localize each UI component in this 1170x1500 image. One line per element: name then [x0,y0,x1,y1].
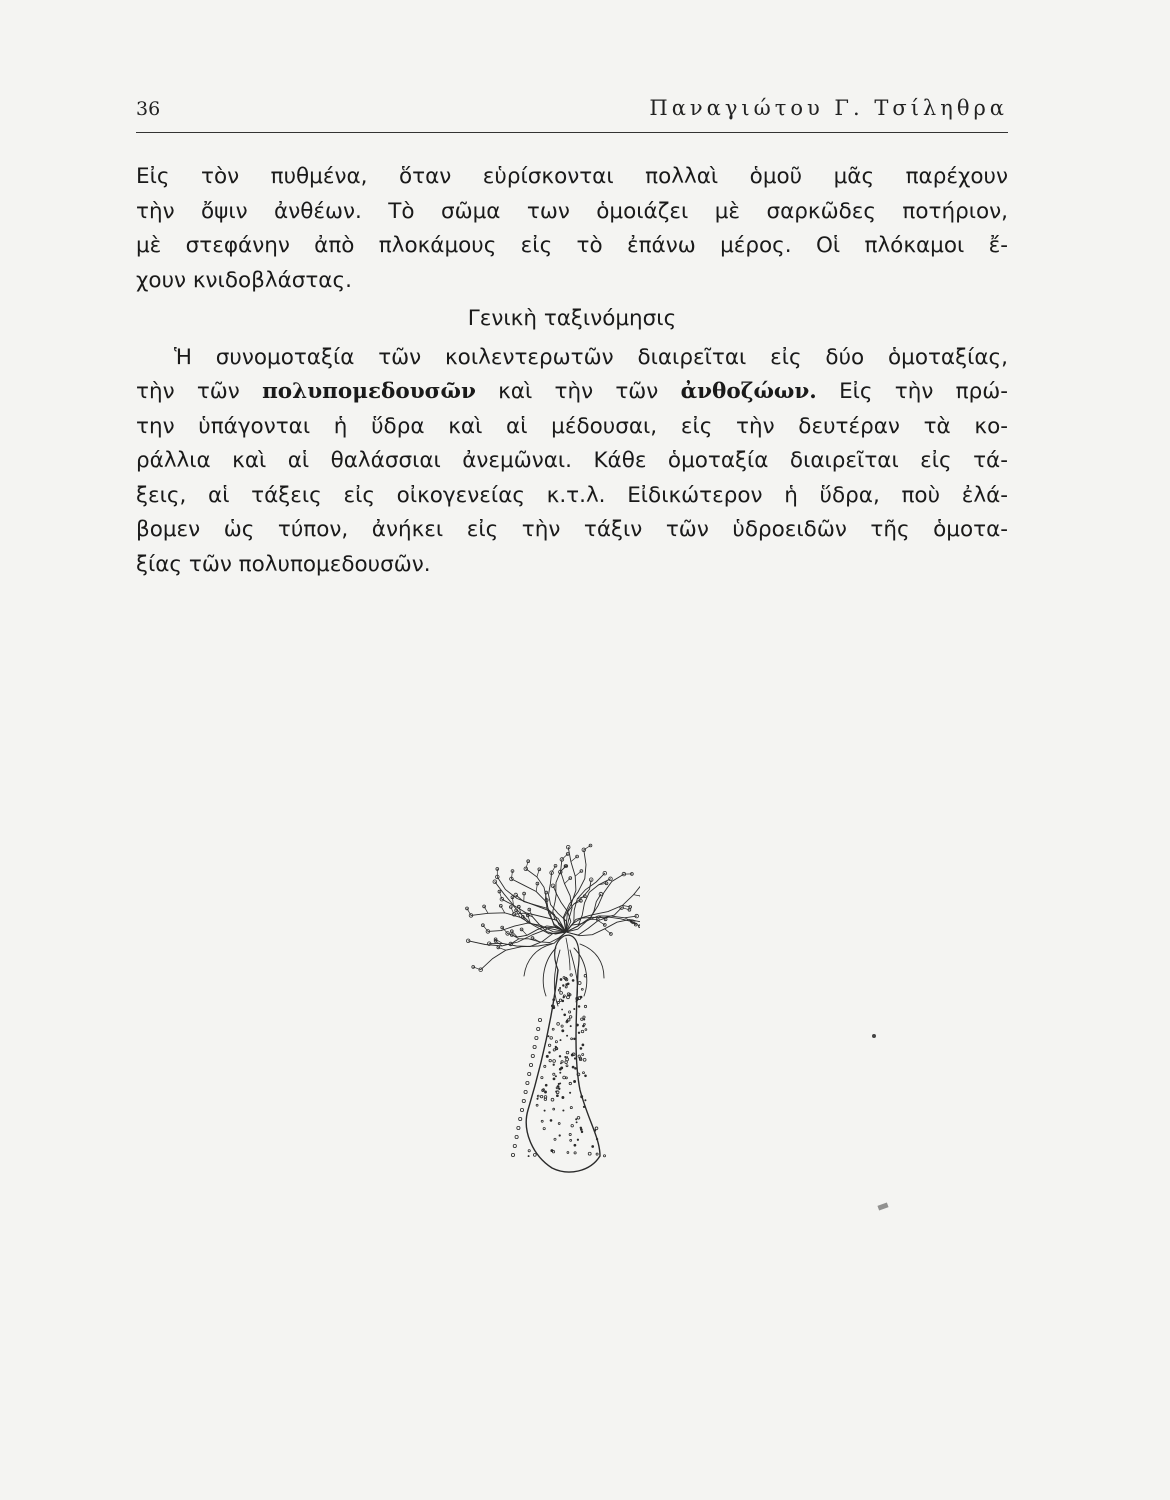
figure-dot [524,1090,527,1093]
figure-dot [558,989,560,991]
figure-dot [553,1078,556,1081]
figure-dot [548,1035,550,1037]
figure-dot [553,1064,555,1066]
figure-dot [511,1153,514,1156]
figure-dot [559,1068,562,1071]
figure-dot [567,1152,569,1154]
figure-dot [582,1025,585,1028]
running-head: Παναγιώτου Γ. Τσίληθρα [649,96,1008,120]
figure-dot [569,1092,571,1094]
figure-dot [533,1154,536,1157]
figure-dot [552,998,555,1001]
figure-dot [566,1056,568,1058]
paragraph-2-line-2 [136,375,1008,410]
figure-dot [573,1038,575,1040]
figure-dot [558,1123,560,1125]
figure-dot [559,987,561,989]
figure-dot [543,1127,545,1129]
figure-dot [562,984,564,986]
figure-dot [546,1055,549,1058]
figure-dot [538,1018,541,1021]
figure-dot [519,1117,522,1120]
paragraph-1-line-1: Εἰς τὸν πυθμένα, ὅταν εὑρίσκονται πολλαὶ ὁμοῦ μᾶς παρέχουν [136,164,1008,189]
figure-dot [573,1080,576,1083]
line-2-text-b: καὶ τὴν τῶν [498,379,659,404]
paragraph-2-line-4: ράλλια καὶ αἱ θαλάσσιαι ἀνεμῶναι. Κάθε ὁμοταξία διαιρεῖται εἰς τά- [136,448,1008,473]
figure-dot [544,1065,546,1067]
figure-dot [559,1072,561,1074]
figure-dot [535,1036,538,1039]
figure-dot [541,1077,543,1079]
figure-dot [550,1119,553,1122]
figure-dot [574,1057,576,1059]
figure-dot [566,1035,568,1037]
figure-dot [553,1060,556,1063]
figure-dot [561,1029,564,1032]
figure-stroke [580,944,604,978]
figure-dot [573,1008,575,1010]
figure-dot [576,1121,578,1123]
figure-dot [591,1145,594,1148]
figure-dot [585,1029,587,1031]
figure-dot [551,1098,554,1101]
figure-dot [581,1131,583,1133]
figure-dot [560,978,563,981]
body-text [136,160,1008,582]
figure-dot [529,1063,532,1066]
figure-dot [556,1094,559,1097]
figure-dot [520,1108,523,1111]
figure-dot [571,1038,573,1040]
figure-dot [549,1059,551,1061]
figure-dot [563,996,565,998]
figure-dot [594,1129,596,1131]
figure-dot [557,1023,560,1026]
paragraph-2-line-5: ξεις, αἱ τάξεις εἰς οἰκογενείας κ.τ.λ. Εἰδικώτερον ἡ ὕδρα, ποὺ ἐλά- [136,482,1008,508]
figure-dot [575,1118,577,1120]
figure-dot [554,1138,556,1140]
figure-dot [550,1037,553,1040]
figure-dot [566,1065,568,1067]
figure-dot [561,1096,564,1099]
figure-dot [583,1058,586,1061]
paragraph-1-line-3: μὲ στεφάνην ἀπὸ πλοκάμους εἰς τὸ ἐπάνω μέρος. Οἱ πλόκαμοι ἔ- [136,233,1008,258]
figure-dot [531,1054,534,1057]
figure-dot [533,1045,536,1048]
figure-dot [572,1066,575,1069]
bold-term-polypomedusae: πολυπομεδουσῶν [262,379,476,404]
figure-dot [558,1088,560,1090]
figure-dot [583,1016,585,1018]
figure-dot [540,1095,542,1097]
figure-dot [596,1138,598,1140]
figure-dot [570,1139,572,1141]
figure-dot [569,1082,571,1084]
paragraph-2-line-6: βομεν ὡς τύπον, ἀνήκει εἰς τὴν τάξιν τῶν ὑδροειδῶν τῆς ὁμοτα- [136,517,1008,542]
figure-dot [559,1082,561,1084]
figure-dot [578,1032,580,1034]
figure-dot [596,1153,598,1155]
figure-dot [513,1144,516,1147]
figure-dot [544,1110,546,1112]
figure-dot [569,1011,571,1013]
figure-dot [552,1028,554,1030]
figure-dot [566,1051,569,1054]
figure-dot [515,1135,518,1138]
figure-dot [561,1025,563,1027]
figure-stroke [634,895,640,897]
figure-dot [567,996,570,999]
figure-dot [570,974,572,976]
figure-dot [569,1016,572,1019]
figure-dot [553,1073,555,1075]
paragraph-1-line-4: χουν κνιδοβλάστας. [136,267,352,293]
bold-term-anthozoa: ἀνθοζώων. [680,379,817,404]
figure-dot [557,1001,559,1003]
figure-dot [548,1051,550,1053]
figure-dot [559,1055,561,1057]
line-2-text-a: τὴν τῶν [136,379,240,404]
figure-dot [561,1061,563,1063]
figure-dot [580,996,583,999]
figure-dot [526,1081,529,1084]
figure-dot [560,992,563,995]
figure-dot [563,1076,566,1079]
figure-dot [537,1027,540,1030]
figure-dot [572,979,575,982]
figure-dot [574,1067,576,1069]
figure-dot [561,1009,563,1011]
figure-dot [544,1096,547,1099]
figure-dot [595,1127,598,1130]
figure-dot [564,1056,566,1058]
figure-dot [555,1047,558,1050]
figure-dot [584,1099,586,1101]
figure-dot [522,1099,525,1102]
figure-dot [556,1087,558,1089]
figure-dot [559,999,561,1001]
figure-dot [517,1126,520,1129]
figure-dot [537,1095,539,1097]
figure-dot [578,982,581,985]
figure-dot [574,1144,577,1147]
figure-dot [581,988,583,990]
figure-dot [577,1116,580,1119]
figure-dot [581,1030,584,1033]
page-number: 36 [136,98,161,120]
scan-speck [872,1034,876,1038]
figure-dot [536,1104,538,1106]
figure-dot [584,1005,586,1007]
paragraph-2-line-1: Ἡ συνομοταξία τῶν κοιλεντερωτῶν διαιρεῖται εἰς δύο ὁμοταξίας, [174,344,1008,370]
line-2-text-c: Εἰς τὴν πρώ- [839,379,1008,404]
figure-dot [603,1155,605,1157]
figure-dot [582,1053,584,1055]
figure-dot [570,1025,572,1027]
figure-dot [555,1041,557,1043]
figure-dot [565,986,567,988]
figure-dot [562,1109,564,1111]
figure-dot [566,1058,569,1061]
figure-dot [563,1013,566,1016]
figure-dot [528,1155,530,1157]
figure-stroke [566,920,640,936]
figure-dot [528,1072,531,1075]
figure-dot [555,1075,557,1077]
figure-dot [570,1107,572,1109]
figure-dot [576,1024,579,1027]
figure-dot [536,1098,538,1100]
figure-dot [580,1128,583,1131]
paragraph-2-line-7: ξίας τῶν πολυπομεδουσῶν. [136,551,431,577]
figure-dot [565,983,567,985]
figure-dot [588,1152,591,1155]
figure-dot [583,1072,585,1074]
figure-dot [569,1133,571,1135]
figure-dot [560,1039,562,1041]
figure-dot [584,1075,587,1078]
figure-dot [581,1018,583,1020]
figure-dot [553,1108,555,1110]
figure-dot [528,1150,530,1152]
scan-mark [877,1202,888,1210]
hydra-illustration [440,820,640,1180]
paragraph-2-line-3: την ὑπάγονται ἡ ὕδρα καὶ αἱ μέδουσαι, εἰς τὴν δευτέραν τὰ κο- [136,413,1008,439]
section-heading: Γενικὴ ταξινόμησις [467,306,677,331]
figure-dot [583,1106,585,1108]
figure-dot [550,1149,553,1152]
figure-dot [541,1120,543,1122]
figure-dot [578,1005,580,1007]
figure-dot [582,1044,585,1047]
figure-dot [559,1134,561,1136]
figure-dot [565,1061,568,1064]
figure-dot [551,1004,554,1007]
figure-stroke [566,938,570,970]
figure-dot [583,1018,585,1020]
page-header [136,92,1008,133]
figure-dot [562,1000,565,1003]
figure-dot [545,1084,548,1087]
figure-dot [571,1124,573,1126]
figure-dot [548,1044,550,1046]
figure-dot [574,1152,576,1154]
figure-dot [577,1139,579,1141]
paragraph-1-line-2: τὴν ὄψιν ἀνθέων. Τὸ σῶμα των ὁμοιάζει μὲ σαρκῶδες ποτήριον, [136,198,1008,224]
figure-dot [544,1091,547,1094]
figure-dot [563,977,565,979]
figure-dot [580,1047,583,1050]
